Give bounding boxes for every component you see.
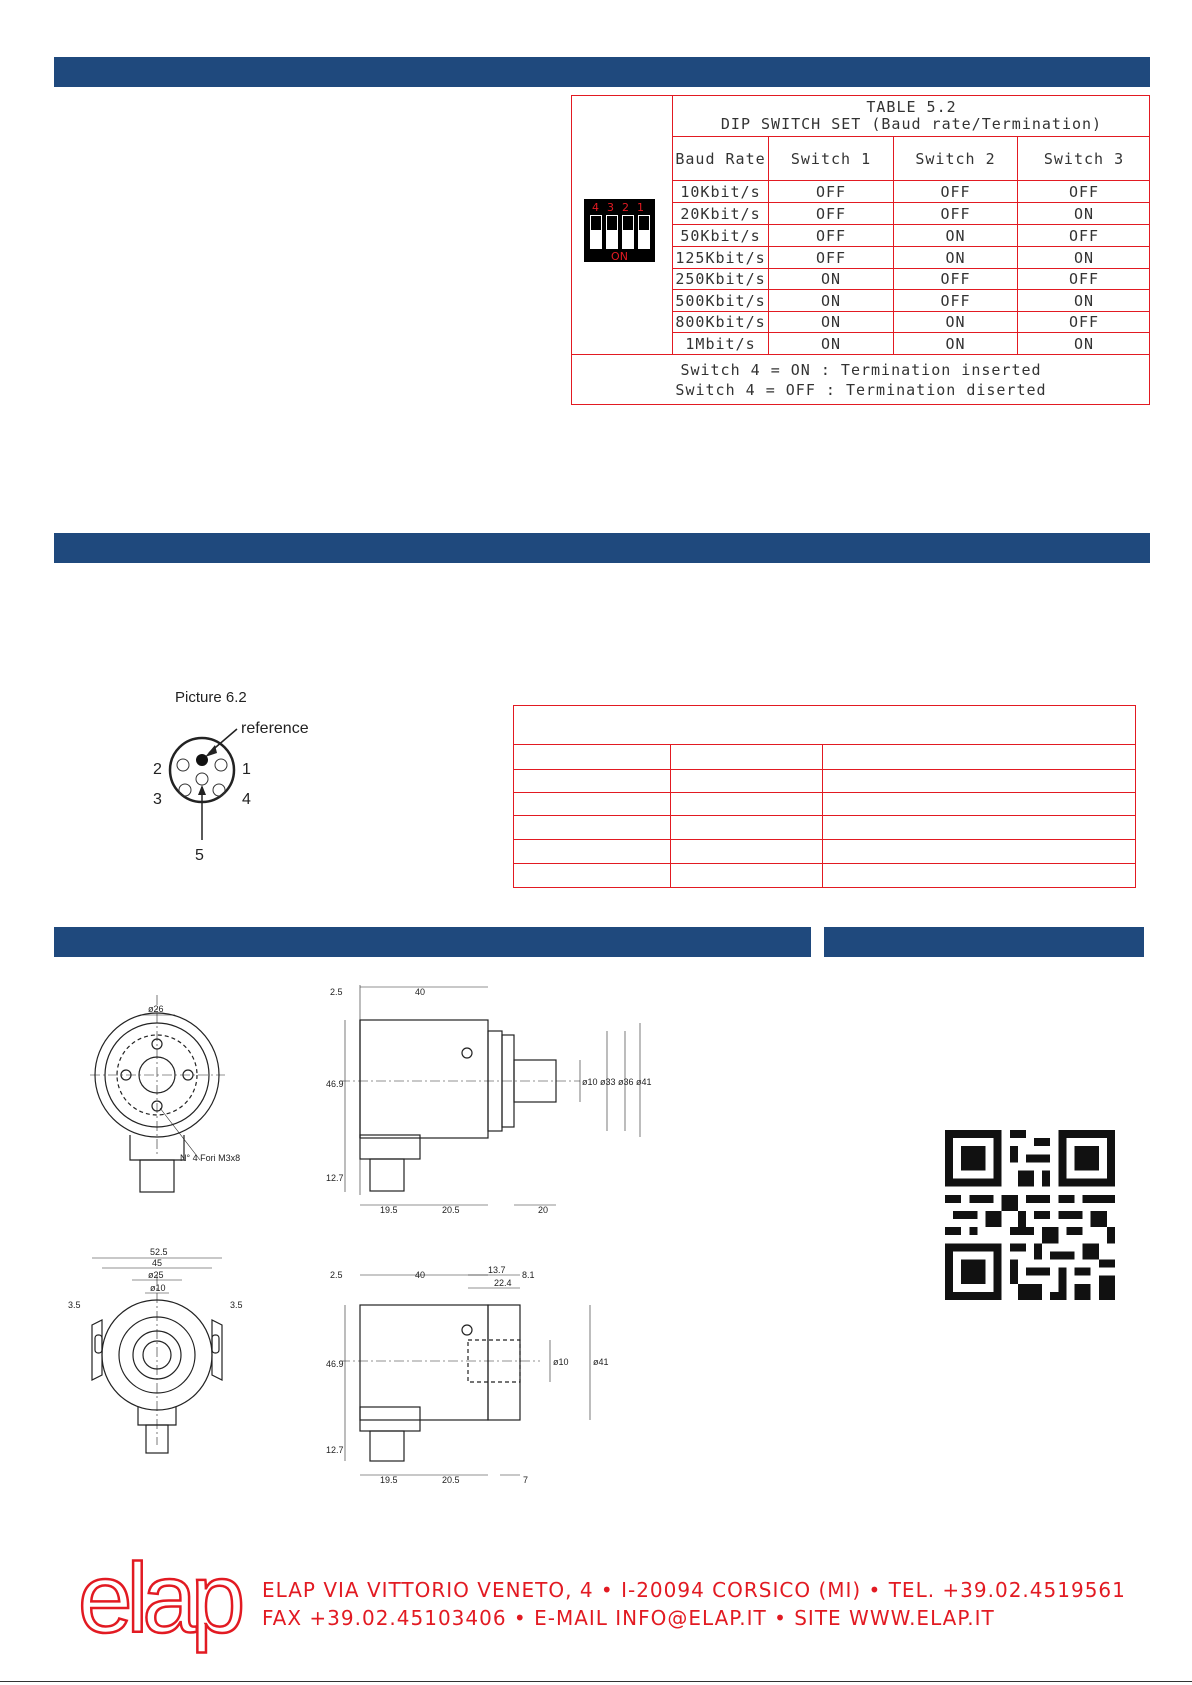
bottom-rule <box>0 1681 1192 1682</box>
pin-hole-1 <box>215 759 227 771</box>
row-6-baud: 500Kbit/s <box>673 290 769 312</box>
row-7-sw2: ON <box>894 312 1018 333</box>
row-5-sw1: ON <box>769 269 894 290</box>
row-1-sw3: OFF <box>1018 181 1150 203</box>
termination-note-on: Switch 4 = ON : Termination inserted <box>680 361 1042 379</box>
connector-figure <box>145 685 345 865</box>
dim-side-top-4: 12.7 <box>326 1173 344 1183</box>
row-3-sw1: OFF <box>769 225 894 247</box>
pin-label-4: 4 <box>242 791 251 808</box>
dim-side-bottom-8: ø41 <box>593 1357 609 1367</box>
pin-label-5: 5 <box>195 847 204 864</box>
section-bar-4 <box>824 927 1144 957</box>
row-3-sw2: ON <box>894 225 1018 247</box>
header-switch-1: Switch 1 <box>769 137 894 181</box>
elap-logo <box>76 1548 266 1658</box>
row-4-sw1: OFF <box>769 247 894 269</box>
pin-label-2: 2 <box>153 761 162 778</box>
switch-lever-3 <box>606 215 618 249</box>
footer-contact-line: FAX +39.02.45103406 • E-MAIL INFO@ELAP.IT • SITE WWW.ELAP.IT <box>262 1606 995 1630</box>
row-2-sw1: OFF <box>769 203 894 225</box>
row-3-sw3: OFF <box>1018 225 1150 247</box>
pin-hole-5 <box>196 773 208 785</box>
pinout-table <box>513 705 1136 888</box>
dim-side-top-6: 20.5 <box>442 1205 460 1215</box>
dim-front-bottom-1: 52.5 <box>150 1247 168 1257</box>
dim-front-bottom-3: ø25 <box>148 1270 164 1280</box>
row-1-sw2: OFF <box>894 181 1018 203</box>
section-bar-2 <box>54 533 1150 563</box>
pin-hole-3 <box>179 784 191 796</box>
dim-side-top-3: 46.9 <box>326 1079 344 1089</box>
switch-on-label: ON <box>611 250 628 263</box>
row-2-baud: 20Kbit/s <box>673 203 769 225</box>
switch-number-1: 1 <box>637 201 644 214</box>
dim-side-top-2: 40 <box>415 987 426 997</box>
switch-lever-2 <box>622 215 634 249</box>
dimension-drawings <box>60 975 680 1515</box>
row-3-baud: 50Kbit/s <box>673 225 769 247</box>
header-baud-rate: Baud Rate <box>673 137 769 181</box>
row-8-sw1: ON <box>769 333 894 355</box>
switch-number-3: 3 <box>607 201 614 214</box>
dim-side-bottom-6: 46.9 <box>326 1359 344 1369</box>
dim-front-bottom-6: 3.5 <box>230 1300 243 1310</box>
row-7-sw3: OFF <box>1018 312 1150 333</box>
termination-note-off: Switch 4 = OFF : Termination diserted <box>675 381 1047 399</box>
dim-side-bottom-3: 13.7 <box>488 1265 506 1275</box>
dim-side-bottom-1: 2.5 <box>330 1270 343 1280</box>
row-7-sw1: ON <box>769 312 894 333</box>
dim-front-bottom-5: 3.5 <box>68 1300 81 1310</box>
dim-side-top-7: 20 <box>538 1205 549 1215</box>
row-8-sw3: ON <box>1018 333 1150 355</box>
dim-front-bottom-4: ø10 <box>150 1283 166 1293</box>
dip-switch-picture-cell <box>572 96 673 355</box>
dim-side-bottom-11: 20.5 <box>442 1475 460 1485</box>
row-5-sw2: OFF <box>894 269 1018 290</box>
dip-switch-icon <box>584 199 655 262</box>
dim-front-bottom-2: 45 <box>152 1258 163 1268</box>
dip-switch-table <box>571 95 1150 405</box>
pin-label-3: 3 <box>153 791 162 808</box>
row-8-sw2: ON <box>894 333 1018 355</box>
pin-hole-2 <box>177 759 189 771</box>
dim-side-bottom-4: 8.1 <box>522 1270 535 1280</box>
row-6-sw1: ON <box>769 290 894 312</box>
dim-side-top-5: 19.5 <box>380 1205 398 1215</box>
reference-label: reference <box>241 720 309 737</box>
termination-note <box>572 355 1150 405</box>
pin-label-1: 1 <box>242 761 251 778</box>
dim-side-top-8: ø10 ø33 ø36 ø41 <box>582 1077 652 1087</box>
switch-number-4: 4 <box>592 201 599 214</box>
row-1-sw1: OFF <box>769 181 894 203</box>
row-5-baud: 250Kbit/s <box>673 269 769 290</box>
header-switch-2: Switch 2 <box>894 137 1018 181</box>
svg-text:elap: elap <box>78 1548 240 1653</box>
dim-side-bottom-2: 40 <box>415 1270 426 1280</box>
dim-side-top-1: 2.5 <box>330 987 343 997</box>
row-7-baud: 800Kbit/s <box>673 312 769 333</box>
dip-table-title: TABLE 5.2 <box>866 98 957 116</box>
switch-lever-1 <box>638 215 650 249</box>
dip-table-title-cell <box>673 96 1150 137</box>
switch-lever-4 <box>590 215 602 249</box>
row-4-baud: 125Kbit/s <box>673 247 769 269</box>
row-8-baud: 1Mbit/s <box>673 333 769 355</box>
dim-side-bottom-5: 22.4 <box>494 1278 512 1288</box>
row-4-sw2: ON <box>894 247 1018 269</box>
dim-front-top-holes: N° 4 Fori M3x8 <box>180 1153 241 1163</box>
dim-side-bottom-9: 12.7 <box>326 1445 344 1455</box>
row-6-sw2: OFF <box>894 290 1018 312</box>
section-bar-1 <box>54 57 1150 87</box>
connector-caption: Picture 6.2 <box>175 689 247 706</box>
dip-table-subtitle: DIP SWITCH SET (Baud rate/Termination) <box>720 115 1103 133</box>
qr-code-icon <box>945 1130 1115 1300</box>
pin-hole-4 <box>213 784 225 796</box>
footer-address-line: ELAP VIA VITTORIO VENETO, 4 • I-20094 CORSICO (MI) • TEL. +39.02.4519561 <box>262 1578 1126 1602</box>
dim-side-bottom-7: ø10 <box>553 1357 569 1367</box>
dim-side-bottom-10: 19.5 <box>380 1475 398 1485</box>
header-switch-3: Switch 3 <box>1018 137 1150 181</box>
dim-front-top-d26: ø26 <box>148 1004 164 1014</box>
row-5-sw3: OFF <box>1018 269 1150 290</box>
row-1-baud: 10Kbit/s <box>673 181 769 203</box>
row-2-sw3: ON <box>1018 203 1150 225</box>
row-4-sw3: ON <box>1018 247 1150 269</box>
switch-number-2: 2 <box>622 201 629 214</box>
row-6-sw3: ON <box>1018 290 1150 312</box>
section-bar-3 <box>54 927 811 957</box>
dim-side-bottom-12: 7 <box>523 1475 529 1485</box>
row-2-sw2: OFF <box>894 203 1018 225</box>
